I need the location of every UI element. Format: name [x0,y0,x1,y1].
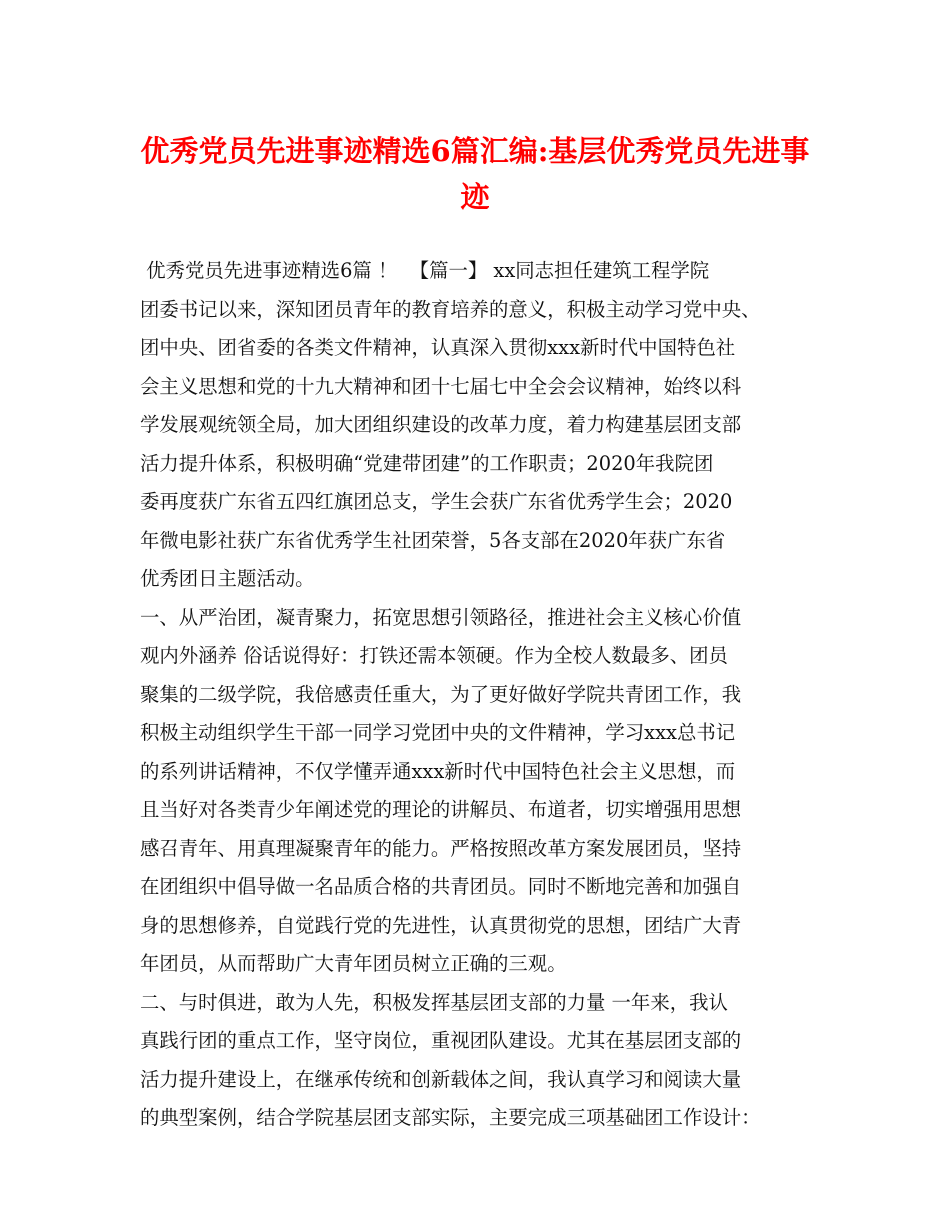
document-body [140,252,830,1138]
body-line: 二、与时俱进，敢为人先，积极发挥基层团支部的力量 一年来，我认 [140,990,728,1014]
body-line: 年团员，从而帮助广大青年团员树立正确的三观。 [140,952,567,975]
body-line: 积极主动组织学生干部一同学习党团中央的文件精神，学习xxx总书记 [140,721,736,744]
body-line: 观内外涵养 俗话说得好：打铁还需本领硬。作为全校人数最多、团员 [140,644,728,667]
body-line: 感召青年、用真理凝聚青年的能力。严格按照改革方案发展团员，坚持 [140,836,742,860]
body-line: 一、从严治团，凝青聚力，拓宽思想引领路径，推进社会主义核心价值 [140,605,742,629]
body-line: 的系列讲话精神，不仅学懂弄通xxx新时代中国特色社会主义思想，而 [140,759,736,783]
body-line: 真践行团的重点工作，坚守岗位，重视团队建设。尤其在基层团支部的 [140,1029,742,1052]
body-line: 委再度获广东省五四红旗团总支，学生会获广东省优秀学生会；2020 [140,490,733,513]
body-line: 年微电影社获广东省优秀学生社团荣誉，5各支部在2020年获广东省 [140,528,726,552]
body-line: 且当好对各类青少年阐述党的理论的讲解员、布道者，切实增强用思想 [140,798,742,821]
body-line: 在团组织中倡导做一名品质合格的共青团员。同时不断地完善和加强自 [140,875,742,898]
body-line: 聚集的二级学院，我倍感责任重大，为了更好做好学院共青团工作，我 [140,682,742,706]
body-line: 活力提升体系，积极明确“党建带团建”的工作职责；2020年我院团 [140,451,714,475]
body-line: 身的思想修养，自觉践行党的先进性，认真贯彻党的思想，团结广大青 [140,913,742,937]
body-line: 的典型案例，结合学院基层团支部实际，主要完成三项基础团工作设计： [140,1106,761,1129]
body-line: 优秀党员先进事迹精选6篇 ！ 【篇一】 xx同志担任建筑工程学院 [140,259,710,282]
body-line: 会主义思想和党的十九大精神和团十七届七中全会会议精神，始终以科 [140,374,742,398]
body-line: 团中央、团省委的各类文件精神，认真深入贯彻xxx新时代中国特色社 [140,336,736,359]
title-line: 迹 [460,180,490,214]
body-line: 活力提升建设上，在继承传统和创新载体之间，我认真学习和阅读大量 [140,1067,742,1091]
document-title [100,128,850,220]
body-line: 团委书记以来，深知团员青年的教育培养的意义，积极主动学习党中央、 [140,297,761,321]
body-line: 优秀团日主题活动。 [140,567,315,590]
title-line: 优秀党员先进事迹精选6篇汇编:基层优秀党员先进事 [140,134,810,168]
body-line: 学发展观统领全局，加大团组织建设的改革力度，着力构建基层团支部 [140,413,742,436]
